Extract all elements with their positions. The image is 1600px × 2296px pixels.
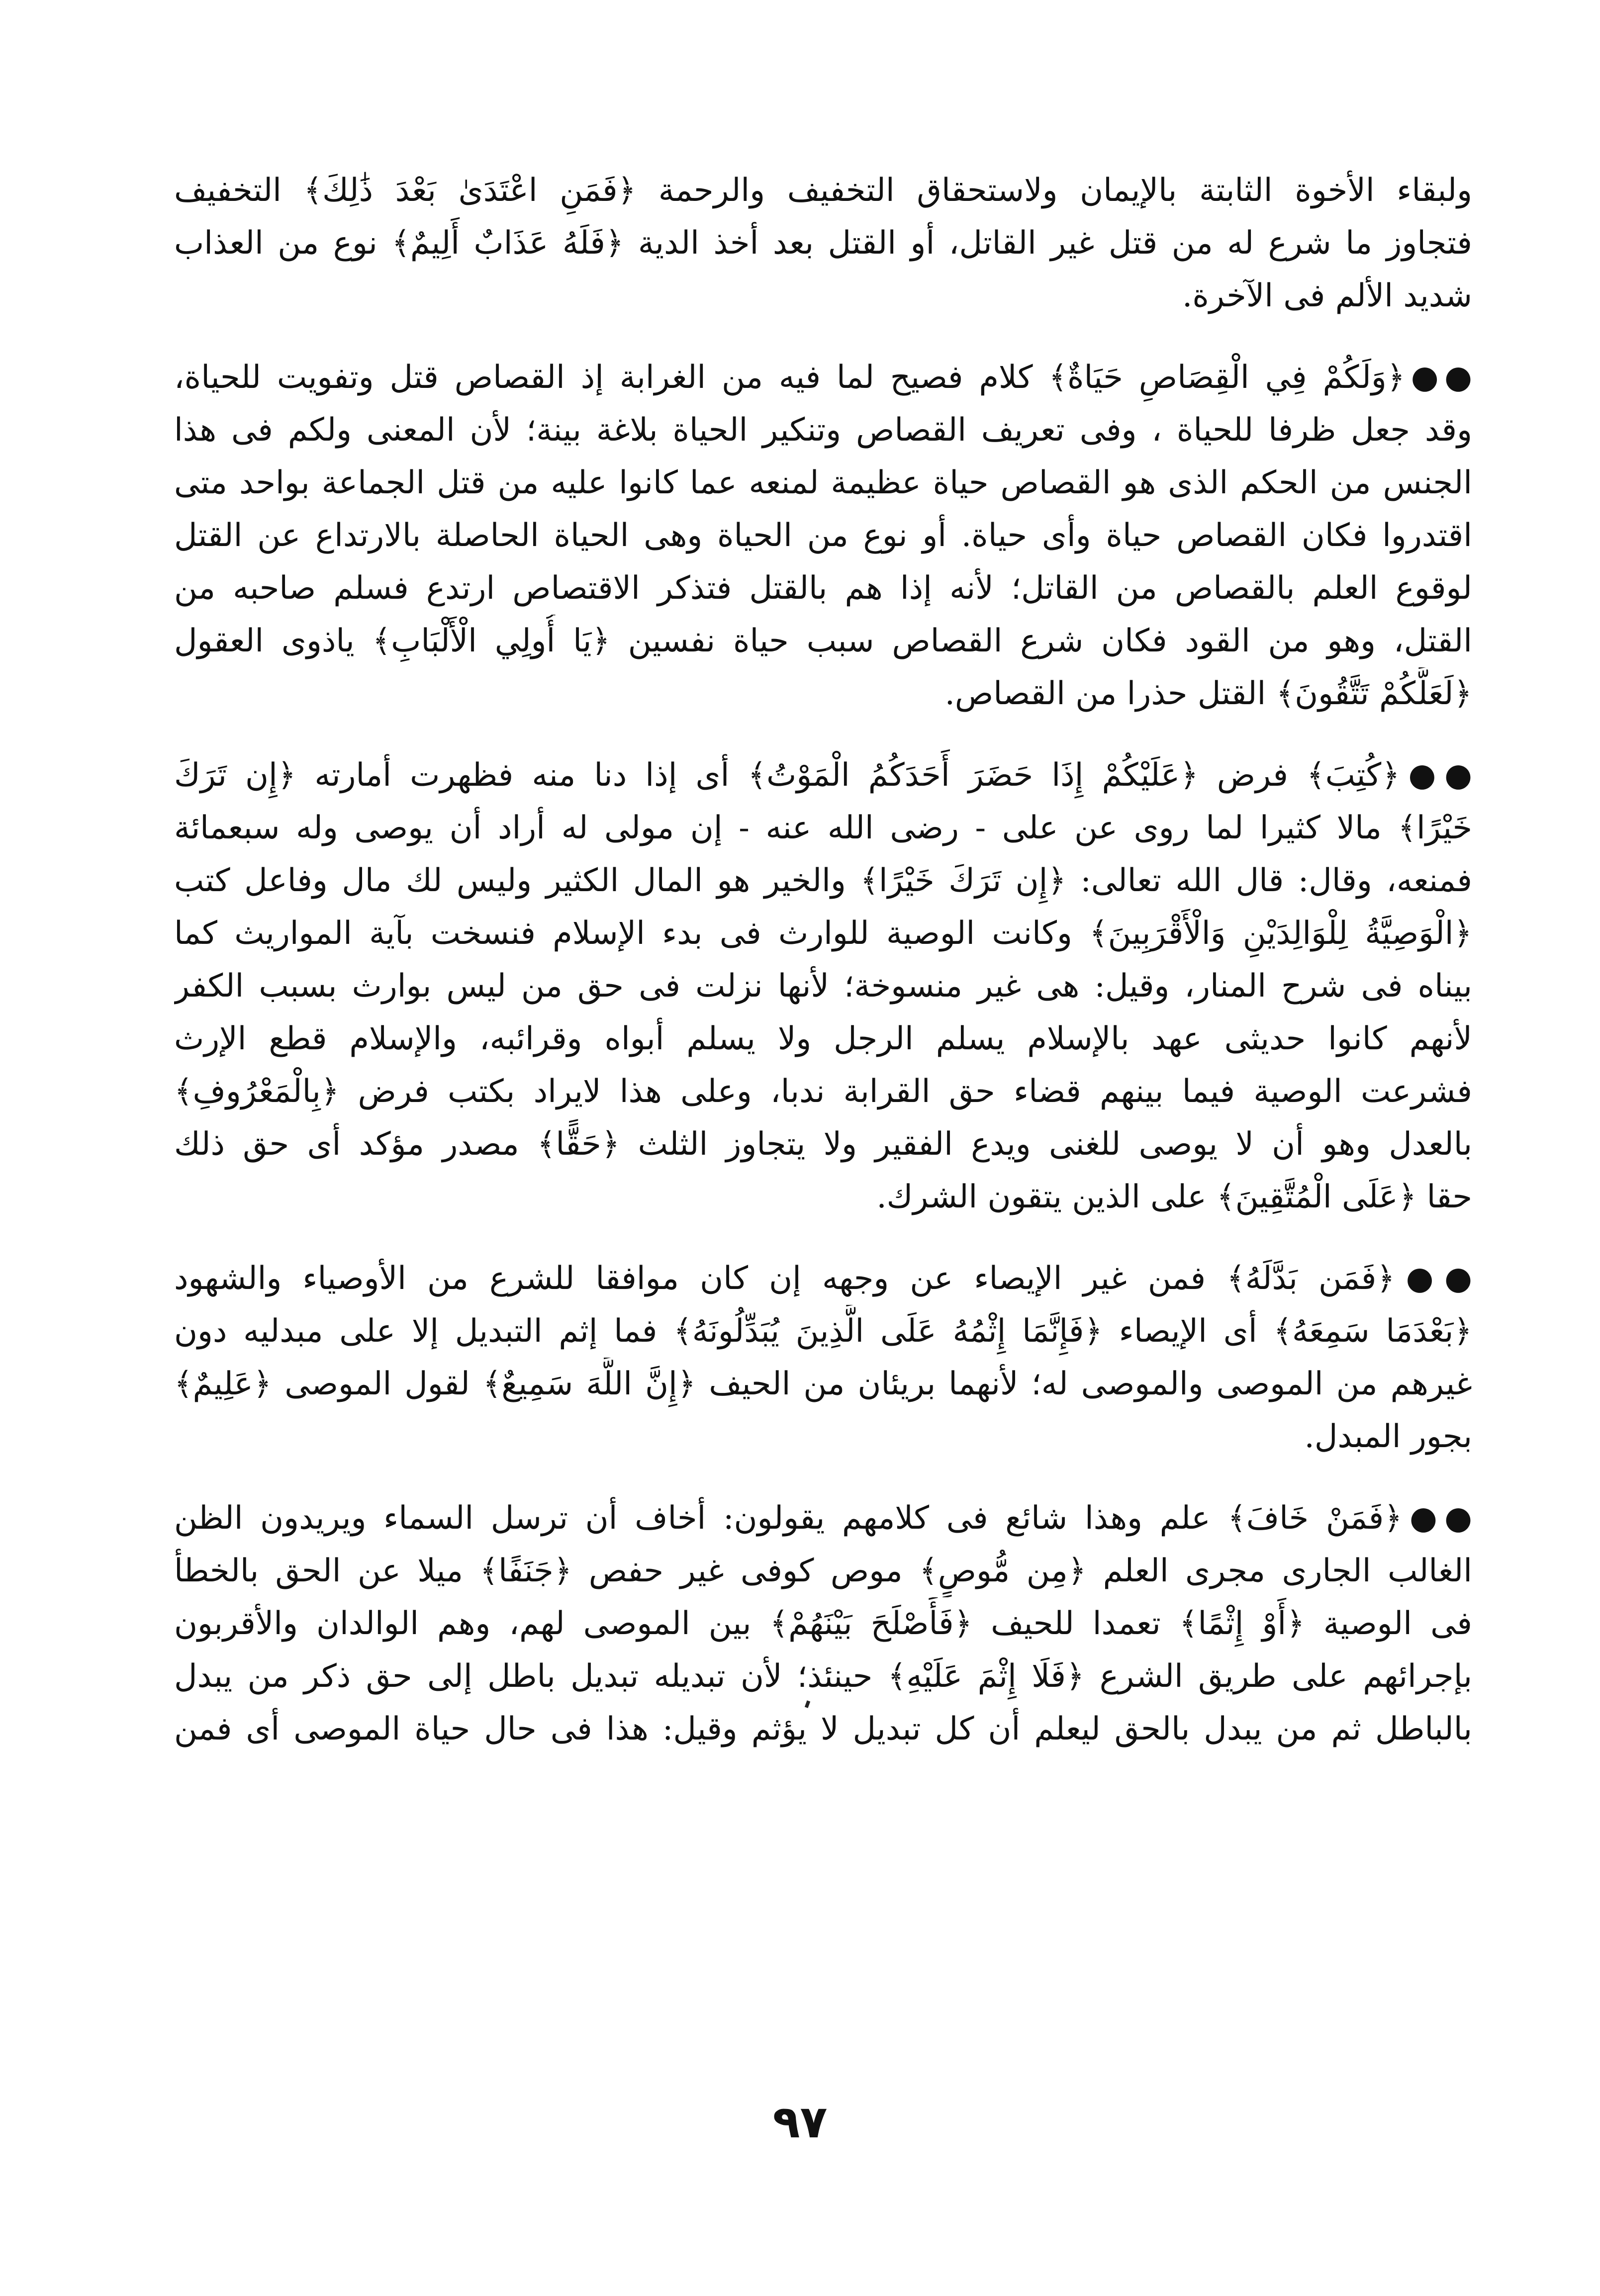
text-line: غيرهم من الموصى والموصى له؛ لأنهما بريئان من الحيف ﴿إِنَّ اللَّهَ سَمِيعٌ﴾ لقول الموصى ﴿عَلِيمٌ﴾ — [174, 1366, 1472, 1402]
text-line: فمنعه، وقال: قال الله تعالى: ﴿إِن تَرَكَ خَيْرًا﴾ والخير هو المال الكثير وليس لك مال وفاعل كتب — [174, 862, 1472, 899]
text-line: ●●﴿وَلَكُمْ فِي الْقِصَاصِ حَيَاةٌ﴾ كلام فصيح لما فيه من الغرابة إذ القصاص قتل وتفويت للحياة، — [174, 359, 1472, 396]
paragraph-life-in-retaliation — [174, 351, 1472, 720]
text-line: فشرعت الوصية فيما بينهم قضاء حق القرابة ندبا، وعلى هذا لايراد بكتب فرض ﴿بِالْمَعْرُوفِ﴾ — [174, 1073, 1472, 1110]
text-line: بالباطل ثم من يبدل بالحق ليعلم أن كل تبديل لا يؤثم وقيل: هذا فى حال حياة الموصى أى فمن — [174, 1711, 1472, 1747]
text-line: فتجاوز ما شرع له من قتل غير القاتل، أو القتل بعد أخذ الدية ﴿فَلَهُ عَذَابٌ أَلِيمٌ﴾ نوع من العذاب — [174, 225, 1472, 262]
text-line: بجور المبدل. — [1304, 1418, 1472, 1455]
text-line: الغالب الجارى مجرى العلم ﴿مِن مُّوصٍ﴾ موص كوفى غير حفص ﴿جَنَفًا﴾ ميلا عن الحق بالخطأ — [174, 1553, 1472, 1589]
text-line: اقتدروا فكان القصاص حياة وأى حياة. أو نوع من الحياة وهى الحياة الحاصلة بالارتداع عن القتل — [174, 517, 1472, 554]
paragraph-fearing-injustice — [174, 1492, 1472, 1755]
text-line: بالعدل وهو أن لا يوصى للغنى ويدع الفقير ولا يتجاوز الثلث ﴿حَقًّا﴾ مصدر مؤكد أى حق ذلك — [174, 1126, 1472, 1163]
text-line: ●●﴿كُتِبَ﴾ فرض ﴿عَلَيْكُمْ إِذَا حَضَرَ أَحَدَكُمُ الْمَوْتُ﴾ أى إذا دنا منه فظهرت أمارته ﴿إِن تَرَكَ — [174, 757, 1472, 794]
paragraph-retaliation-transgression — [174, 164, 1472, 322]
text-line: شديد الألم فى الآخرة. — [1182, 277, 1472, 314]
text-line: ●●﴿فَمَنْ خَافَ﴾ علم وهذا شائع فى كلامهم يقولون: أخاف أن ترسل السماء ويريدون الظن — [174, 1500, 1472, 1537]
text-line: حقا ﴿عَلَى الْمُتَّقِينَ﴾ على الذين يتقون الشرك. — [876, 1179, 1472, 1215]
text-line: لوقوع العلم بالقصاص من القاتل؛ لأنه إذا هم بالقتل فتذكر الاقتصاص ارتدع فسلم صاحبه من — [174, 570, 1472, 607]
text-line: ﴿الْوَصِيَّةُ لِلْوَالِدَيْنِ وَالْأَقْرَبِينَ﴾ وكانت الوصية للوارث فى بدء الإسلام فنسخت بآية المواريث كما — [174, 915, 1472, 952]
text-line: ولبقاء الأخوة الثابتة بالإيمان ولاستحقاق التخفيف والرحمة ﴿فَمَنِ اعْتَدَىٰ بَعْدَ ذَٰلِكَ﴾ التخفيف — [174, 172, 1472, 209]
text-line: الجنس من الحكم الذى هو القصاص حياة عظيمة لمنعه عما كانوا عليه من قتل الجماعة بواحد متى — [174, 464, 1472, 501]
page-number: ٩٧ — [772, 2096, 828, 2148]
text-line: بإجرائهم على طريق الشرع ﴿فَلَا إِثْمَ عَلَيْهِ﴾ حينئذ؛ لأن تبديله تبديل باطل إلى حق ذكر من يبدل — [174, 1658, 1472, 1695]
text-line: فى الوصية ﴿أَوْ إِثْمًا﴾ تعمدا للحيف ﴿فَأَصْلَحَ بَيْنَهُمْ﴾ بين الموصى لهم، وهم الوالدان والأقربون — [174, 1605, 1472, 1642]
text-line: ﴿لَعَلَّكُمْ تَتَّقُونَ﴾ القتل حذرا من القصاص. — [944, 675, 1472, 712]
page-body — [174, 164, 1472, 1784]
text-line: ●●﴿فَمَن بَدَّلَهُ﴾ فمن غير الإيصاء عن وجهه إن كان موافقا للشرع من الأوصياء والشهود — [174, 1260, 1472, 1297]
text-line: القتل، وهو من القود فكان شرع القصاص سبب حياة نفسين ﴿يَا أُولِي الْأَلْبَابِ﴾ ياذوى العقول — [174, 623, 1472, 659]
text-line: لأنهم كانوا حديثى عهد بالإسلام يسلم الرجل ولا يسلم أبواه وقرائبه، والإسلام قطع الإرث — [174, 1020, 1472, 1057]
paragraph-altering-bequest — [174, 1252, 1472, 1463]
text-line: ﴿بَعْدَمَا سَمِعَهُ﴾ أى الإيصاء ﴿فَإِنَّمَا إِثْمُهُ عَلَى الَّذِينَ يُبَدِّلُونَهُ﴾ فما إثم التبديل إلا على مبدليه دون — [174, 1313, 1472, 1350]
text-line: وقد جعل ظرفا للحياة ، وفى تعريف القصاص وتنكير الحياة بلاغة بينة؛ لأن المعنى ولكم فى هذا — [174, 412, 1472, 449]
text-line: بيناه فى شرح المنار، وقيل: هى غير منسوخة؛ لأنها نزلت فى حق من ليس بوارث بسبب الكفر — [174, 968, 1472, 1005]
text-line: خَيْرًا﴾ مالا كثيرا لما روى عن على - رضى الله عنه - إن مولى له أراد أن يوصى وله سبعمائة — [174, 810, 1472, 846]
paragraph-bequest-prescribed — [174, 749, 1472, 1223]
